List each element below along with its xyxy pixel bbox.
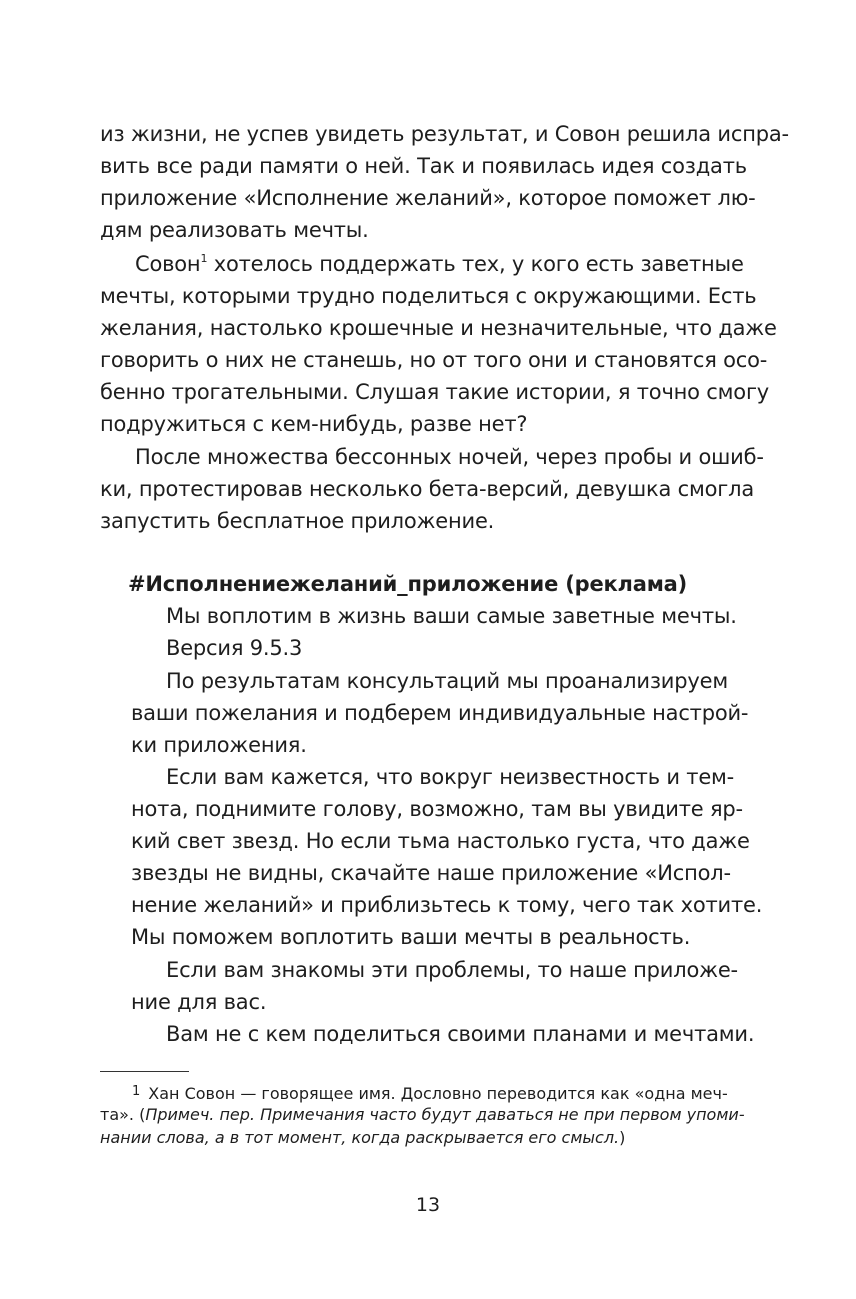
text-line: Если вам кажется, что вокруг неизвестность и тем- — [166, 765, 735, 789]
text-line: ки, протестировав несколько бета-версий, девушка смогла — [100, 477, 754, 501]
text-line: Вам не с кем поделиться своими планами и мечтами. — [166, 1022, 755, 1046]
footnote-reference: 1 — [200, 252, 208, 265]
footnoted-word: Совон — [135, 252, 201, 276]
text-line — [100, 250, 744, 278]
page-number: 13 — [415, 1194, 441, 1216]
footnote-line — [100, 1081, 728, 1105]
text-line: Мы поможем воплотить ваши мечты в реальность. — [131, 925, 691, 949]
text-line: звезды не видны, скачайте наше приложение «Испол- — [131, 861, 731, 885]
text-line: нение желаний» и приблизьтесь к тому, чего так хотите. — [131, 893, 763, 917]
text-line: Если вам знакомы эти проблемы, то наше приложе- — [166, 958, 738, 982]
text-line: приложение «Исполнение желаний», которое поможет лю- — [100, 186, 756, 210]
text-line: вить все ради памяти о ней. Так и появилась идея создать — [100, 154, 747, 178]
text-span: Хан Совон — говорящее имя. Дословно переводится как «одна меч- — [148, 1084, 728, 1103]
ad-heading: #Исполнениежеланий_приложение (реклама) — [127, 572, 688, 596]
text-line: бенно трогательными. Слушая такие истории, я точно смогу — [100, 380, 770, 404]
footnote-line — [100, 1127, 715, 1149]
ad-version: Версия 9.5.3 — [166, 636, 303, 660]
ad-tagline: Мы воплотим в жизнь ваши самые заветные мечты. — [166, 604, 737, 628]
text-line: ваши пожелания и подберем индивидуальные настрой- — [131, 701, 749, 725]
footnote-mark: 1 — [132, 1084, 141, 1099]
text-span: та». ( — [100, 1105, 146, 1124]
text-line: По результатам консультаций мы проанализируем — [166, 669, 728, 693]
text-span: хотелось поддержать тех, у кого есть заветные — [207, 252, 744, 276]
text-line: кий свет звезд. Но если тьма настолько густа, что даже — [131, 829, 750, 853]
text-line: После множества бессонных ночей, через пробы и ошиб- — [135, 445, 764, 469]
text-span: Примеч. пер. Примечания часто будут даваться не при первом упоми- — [145, 1105, 745, 1124]
footnote-divider — [100, 1071, 189, 1072]
text-span: ) — [619, 1128, 626, 1147]
text-line: ки приложения. — [131, 733, 307, 757]
text-line: нота, поднимите голову, возможно, там вы увидите яр- — [131, 797, 743, 821]
text-line: говорить о них не станешь, но от того они и становятся осо- — [100, 348, 768, 372]
footnote-line — [100, 1104, 745, 1126]
text-line: ние для вас. — [131, 990, 267, 1014]
text-line: подружиться с кем-нибудь, разве нет? — [100, 412, 528, 436]
text-line: желания, настолько крошечные и незначительные, что даже — [100, 316, 777, 340]
text-span: нании слова, а в тот момент, когда раскрывается его смысл. — [100, 1128, 620, 1147]
text-line: запустить бесплатное приложение. — [100, 509, 495, 533]
text-line: из жизни, не успев увидеть результат, и Совон решила испра- — [100, 122, 789, 146]
text-line: дям реализовать мечты. — [100, 218, 369, 242]
text-line: мечты, которыми трудно поделиться с окружающими. Есть — [100, 284, 757, 308]
